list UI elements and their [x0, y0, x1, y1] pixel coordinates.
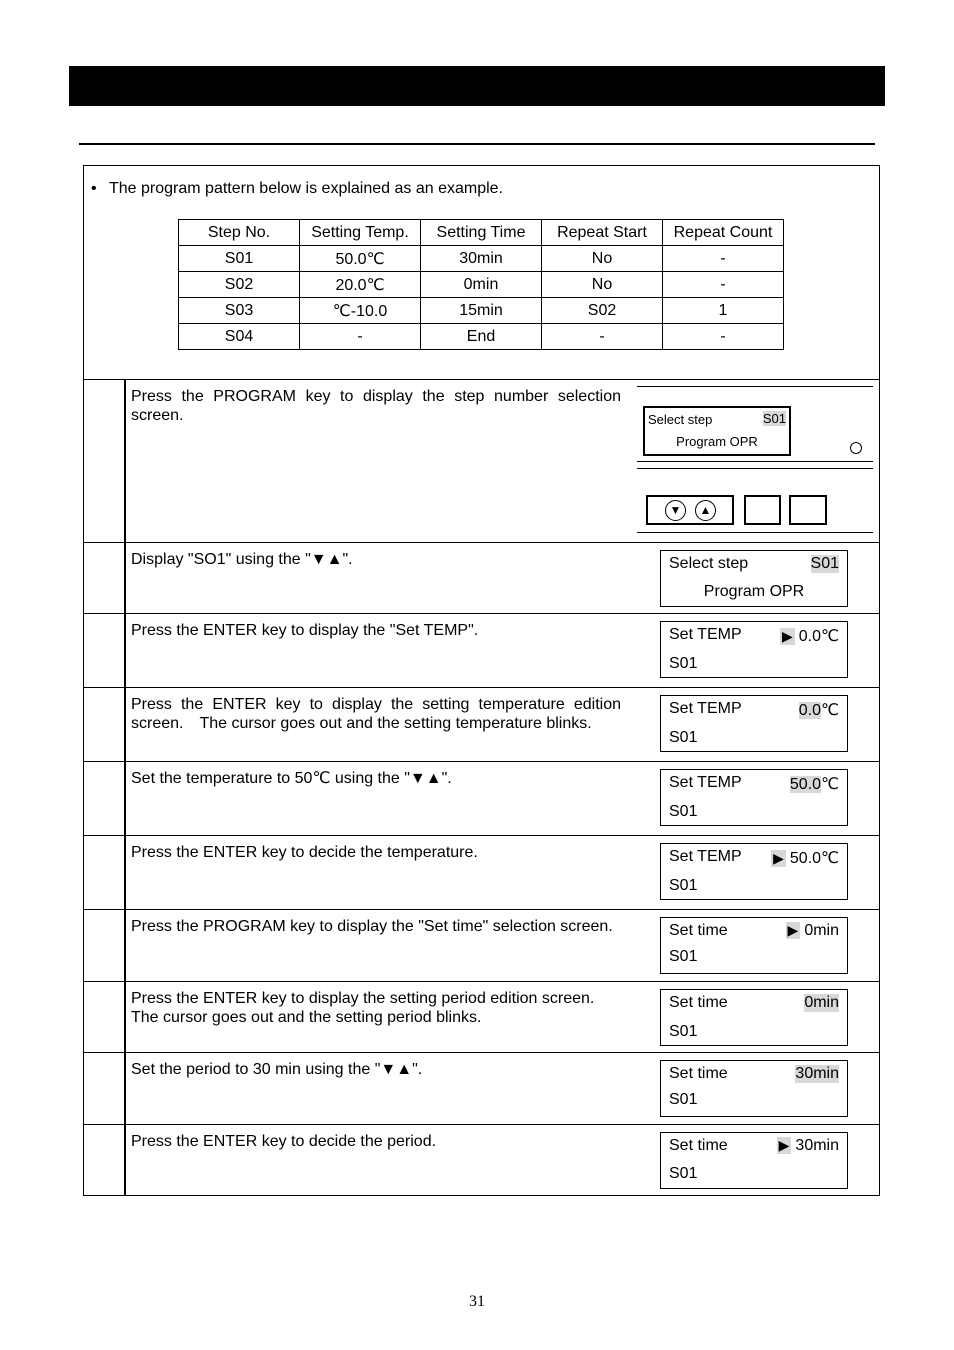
lcd-display: [660, 1060, 848, 1117]
lcd-display: [660, 843, 848, 900]
step-row: [84, 1125, 879, 1195]
lcd-line1-label: Set TEMP: [669, 848, 742, 865]
step-description: Press the PROGRAM key to display the step number selection screen.: [131, 388, 621, 424]
lcd-display: [660, 989, 848, 1046]
program-key[interactable]: [789, 495, 827, 525]
step-number-cell: [84, 688, 126, 761]
table-header: Setting Temp.: [300, 220, 421, 246]
lcd-line1-label: Set TEMP: [669, 700, 742, 717]
header-rule: [79, 143, 875, 145]
lcd-line2: S01: [669, 1091, 698, 1108]
lcd-line1-label: Set time: [669, 1065, 728, 1082]
indicator-lamp-icon: [850, 442, 862, 454]
step-description: Press the ENTER key to display the "Set TEMP".: [131, 622, 479, 639]
lcd-line1-value: ▶ 50.0℃: [773, 850, 839, 867]
table-cell: S02: [542, 298, 663, 324]
step-description: Press the ENTER key to decide the temperature.: [131, 844, 478, 861]
lcd-line1-label: Set TEMP: [669, 774, 742, 791]
table-header: Setting Time: [421, 220, 542, 246]
step-row: [84, 910, 879, 982]
lcd-line1-label: Select step: [669, 555, 749, 572]
table-row: [179, 272, 784, 298]
table-cell: -: [663, 246, 784, 272]
table-cell: End: [421, 324, 542, 350]
lcd-line2: S01: [669, 803, 698, 820]
lcd-line1-value: 0.0℃: [798, 702, 839, 719]
step-row: [84, 1053, 879, 1125]
lcd-line2: S01: [669, 729, 698, 746]
step-row: [84, 614, 879, 688]
step-number-cell: [84, 614, 126, 687]
lcd-line1-value: 30min: [795, 1065, 839, 1082]
lcd-display: [660, 769, 848, 826]
table-cell: No: [542, 246, 663, 272]
cursor-pointer-icon: ▶: [778, 1137, 790, 1153]
table-cell: ℃-10.0: [300, 298, 421, 324]
table-header-row: [179, 220, 784, 246]
step-description: Press the ENTER key to decide the period.: [131, 1133, 437, 1150]
step-number-cell: [84, 982, 126, 1052]
step-row: [84, 380, 879, 543]
panel-divider: [637, 468, 873, 469]
step-row: [84, 543, 879, 614]
table-cell: -: [663, 324, 784, 350]
step-row: [84, 836, 879, 910]
lcd-line2: S01: [669, 1165, 698, 1182]
header-bar: [69, 66, 885, 106]
step-description: Press the PROGRAM key to display the "Set time" selection screen.: [131, 918, 613, 935]
table-header: Step No.: [179, 220, 300, 246]
table-row: [179, 246, 784, 272]
step-description: Set the period to 30 min using the "▼▲".: [131, 1061, 423, 1078]
table-cell: -: [542, 324, 663, 350]
table-cell: -: [300, 324, 421, 350]
table-cell: 15min: [421, 298, 542, 324]
lcd-line2: S01: [669, 948, 698, 965]
table-cell: 0min: [421, 272, 542, 298]
lcd-line1-label: Set time: [669, 1137, 728, 1154]
table-cell: 20.0℃: [300, 272, 421, 298]
table-row: [179, 298, 784, 324]
table-cell: S03: [179, 298, 300, 324]
table-cell: S01: [179, 246, 300, 272]
step-row: [84, 982, 879, 1053]
step-description: Press the ENTER key to display the setting temperature edition screen. The cursor goes out and the setting temperature blinks.: [131, 696, 621, 732]
lcd-line2: Program OPR: [703, 583, 805, 600]
step-number-cell: [84, 380, 126, 542]
lcd-display: [660, 917, 848, 974]
lcd-display: [660, 621, 848, 678]
table-cell: 50.0℃: [300, 246, 421, 272]
table-cell: S04: [179, 324, 300, 350]
lcd-line2: S01: [669, 655, 698, 672]
step-description: Press the ENTER key to display the setting period edition screen. The cursor goes out and the setting period blinks.: [131, 990, 595, 1026]
page-number: 31: [469, 1293, 485, 1310]
step-number-cell: [84, 543, 126, 613]
lcd-line2: S01: [669, 877, 698, 894]
step-number-cell: [84, 910, 126, 981]
lcd-line1-value: ▶ 30min: [778, 1137, 839, 1154]
intro-bullet: • The program pattern below is explained as an example.: [91, 180, 503, 197]
step-number-cell: [84, 1053, 126, 1124]
content-frame: [83, 165, 880, 1196]
table-cell: 1: [663, 298, 784, 324]
lcd-line1-label: Set time: [669, 994, 728, 1011]
cursor-pointer-icon: ▶: [782, 628, 793, 644]
step-number-cell: [84, 762, 126, 835]
table-cell: S02: [179, 272, 300, 298]
table-cell: -: [663, 272, 784, 298]
lcd-line1-value: S01: [762, 411, 786, 426]
lcd-line1-value: S01: [810, 555, 839, 572]
down-arrow-icon[interactable]: ▼: [665, 500, 686, 521]
panel-divider: [637, 386, 873, 387]
table-header: Repeat Count: [663, 220, 784, 246]
enter-key[interactable]: [744, 495, 781, 525]
table-cell: No: [542, 272, 663, 298]
lcd-line1-label: Set time: [669, 922, 728, 939]
cursor-pointer-icon: ▶: [787, 922, 799, 938]
table-cell: 30min: [421, 246, 542, 272]
panel-divider: [637, 461, 873, 462]
lcd-display: [643, 406, 791, 456]
step-row: [84, 762, 879, 836]
step-number-cell: [84, 1125, 126, 1195]
up-arrow-icon[interactable]: ▲: [695, 500, 716, 521]
step-description: Display "SO1" using the "▼▲".: [131, 551, 353, 568]
cursor-pointer-icon: ▶: [773, 850, 784, 866]
lcd-line2: S01: [669, 1023, 698, 1040]
lcd-line2: Program OPR: [676, 434, 758, 449]
program-pattern-table: [178, 219, 784, 350]
step-row: [84, 688, 879, 762]
arrow-keys[interactable]: [646, 495, 734, 525]
step-number-cell: [84, 836, 126, 909]
lcd-display: [660, 550, 848, 607]
lcd-line1-label: Set TEMP: [669, 626, 742, 643]
panel-divider: [637, 532, 873, 533]
lcd-display: [660, 695, 848, 752]
lcd-line1-value: 0min: [804, 994, 839, 1011]
lcd-line1-value: ▶ 0min: [787, 922, 839, 939]
table-header: Repeat Start: [542, 220, 663, 246]
lcd-line1-label: Select step: [648, 412, 713, 427]
bullet-icon: •: [91, 180, 97, 197]
intro-section: [84, 166, 879, 380]
lcd-line1-value: 50.0℃: [789, 776, 839, 793]
step-description: Set the temperature to 50℃ using the "▼▲".: [131, 770, 452, 787]
lcd-line1-value: ▶ 0.0℃: [782, 628, 839, 645]
lcd-display: [660, 1132, 848, 1189]
table-row: [179, 324, 784, 350]
